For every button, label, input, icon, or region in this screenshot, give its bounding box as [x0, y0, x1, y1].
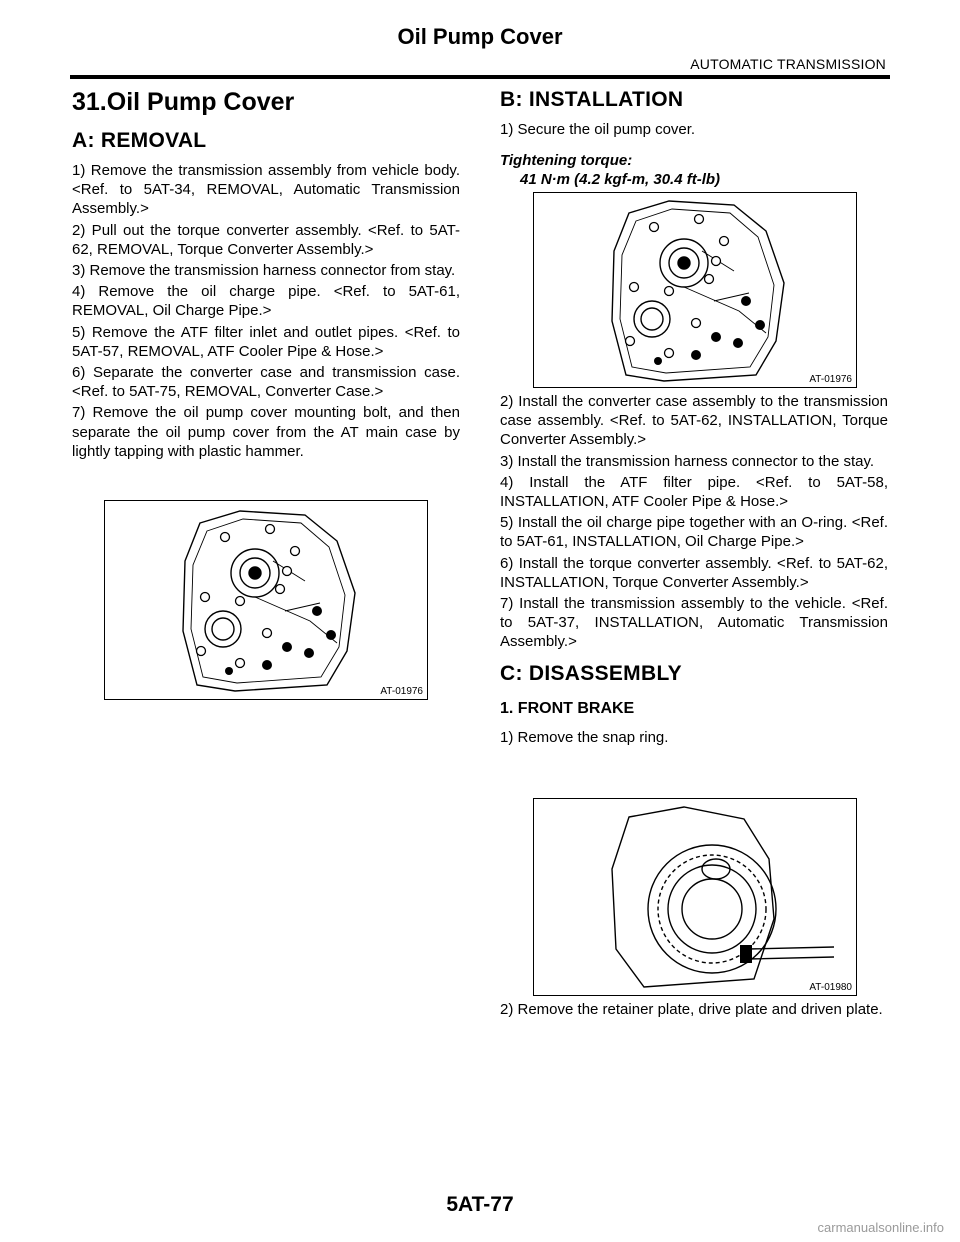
removal-step: 7) Remove the oil pump cover mounting bolt, and then separate the oil pump cover from the AT main case by lightly tapping with plastic hammer. — [72, 404, 460, 460]
right-column-end — [500, 1000, 888, 1021]
header-section: AUTOMATIC TRANSMISSION — [690, 56, 886, 72]
installation-step: 3) Install the transmission harness connector to the stay. — [500, 452, 875, 470]
installation-step: 5) Install the oil charge pipe together with an O-ring. <Ref. to 5AT-61, INSTALLATION, Oil Charge Pipe.> — [500, 514, 888, 551]
removal-heading: A: REMOVAL — [72, 129, 207, 152]
page-number: 5AT-77 — [446, 1193, 514, 1216]
installation-heading: B: INSTALLATION — [500, 88, 684, 111]
removal-step: 5) Remove the ATF filter inlet and outlet pipes. <Ref. to 5AT-57, REMOVAL, ATF Cooler Pipe & Hose.> — [72, 323, 460, 360]
figure-code: AT-01976 — [380, 686, 423, 697]
oil-pump-cover-figure-removal — [104, 500, 428, 700]
left-column — [72, 84, 460, 463]
oil-pump-cover-drawing — [105, 501, 427, 699]
watermark: carmanualsonline.info — [817, 1220, 944, 1235]
disassembly-heading: C: DISASSEMBLY — [500, 661, 682, 685]
right-column — [500, 84, 888, 189]
installation-step: 6) Install the torque converter assembly. <Ref. to 5AT-62, INSTALLATION, Torque Converter Assembly.> — [500, 554, 888, 591]
installation-steps-intro — [500, 120, 888, 139]
installation-step: 1) Secure the oil pump cover. — [500, 121, 696, 138]
disassembly-steps-intro — [500, 728, 888, 747]
figure-code: AT-01976 — [809, 374, 852, 385]
installation-step: 7) Install the transmission assembly to the vehicle. <Ref. to 5AT-37, INSTALLATION, Automatic Transmission Assembly.> — [500, 595, 888, 651]
installation-step: 2) Install the converter case assembly to the transmission case assembly. <Ref. to 5AT-62, INSTALLATION, Torque Converter Assembly.> — [500, 393, 888, 449]
removal-step: 2) Pull out the torque converter assembly. <Ref. to 5AT-62, REMOVAL, Torque Converter Assembly.> — [72, 221, 460, 258]
header-title: Oil Pump Cover — [397, 24, 563, 49]
installation-step: 4) Install the ATF filter pipe. <Ref. to 5AT-58, INSTALLATION, ATF Cooler Pipe & Hose.> — [500, 473, 888, 511]
oil-pump-cover-figure-installation — [533, 192, 857, 388]
front-brake-subheading: 1. FRONT BRAKE — [500, 699, 635, 717]
torque-label: Tightening torque: — [500, 152, 633, 170]
removal-step: 3) Remove the transmission harness connector from stay. — [72, 262, 456, 280]
installation-steps — [500, 392, 888, 652]
removal-step: 6) Separate the converter case and transmission case. <Ref. to 5AT-75, REMOVAL, Converter Case.> — [72, 364, 460, 401]
figure-code: AT-01980 — [809, 982, 852, 993]
removal-steps — [72, 161, 460, 461]
torque-value: 41 N·m (4.2 kgf-m, 30.4 ft-lb) — [520, 171, 721, 189]
removal-step: 1) Remove the transmission assembly from vehicle body. <Ref. to 5AT-34, REMOVAL, Automatic Transmission Assembly.> — [72, 162, 460, 218]
main-heading: 31.Oil Pump Cover — [72, 88, 295, 116]
right-column-continued — [500, 392, 888, 749]
disassembly-step: 1) Remove the snap ring. — [500, 728, 669, 746]
header-rule — [70, 75, 890, 79]
disassembly-step: 2) Remove the retainer plate, drive plate and driven plate. — [500, 1001, 883, 1018]
front-brake-drawing — [534, 799, 856, 995]
disassembly-steps — [500, 1000, 888, 1019]
front-brake-figure — [533, 798, 857, 996]
oil-pump-cover-drawing — [534, 193, 856, 387]
removal-step: 4) Remove the oil charge pipe. <Ref. to 5AT-61, REMOVAL, Oil Charge Pipe.> — [72, 283, 460, 320]
